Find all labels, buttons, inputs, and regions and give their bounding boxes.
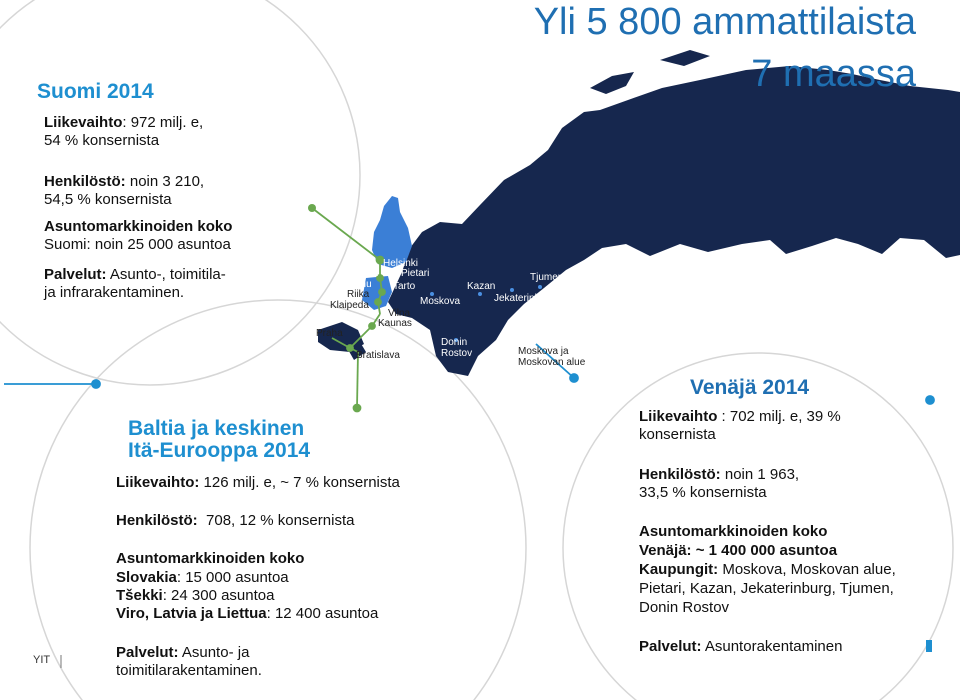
baltics-staff [116, 512, 354, 530]
map-label-praha: Praha [316, 328, 343, 339]
russia-staff-label: Henkilöstö: [639, 466, 721, 483]
finland-revenue-value: : 972 milj. e, [122, 114, 204, 131]
baltics-revenue [116, 474, 400, 492]
baltics-services-label: Palvelut: [116, 644, 179, 661]
baltics-baltic-states [116, 605, 378, 623]
finland-revenue [44, 114, 203, 132]
finland-services-value2: ja infrarakentaminen. [44, 284, 185, 301]
baltics-heading-2: Itä-Eurooppa 2014 [128, 439, 311, 462]
map-label-donin: Donin [441, 337, 468, 348]
map-label-riika: Riika [347, 289, 370, 300]
map-label-rostov: Rostov [441, 348, 473, 359]
baltics-revenue-value: 126 milj. e, ~ 7 % konsernista [199, 474, 400, 491]
right-edge-accent [926, 640, 932, 652]
russia-revenue-label: Liikevaihto [639, 408, 718, 425]
baltics-slovakia-value: : 15 000 asuntoa [176, 569, 289, 586]
map-label-parnu: Pärnu [345, 279, 372, 290]
baltics-staff-label: Henkilöstö: [116, 512, 198, 529]
map-label-helsinki: Helsinki [383, 258, 419, 269]
russia-cities-value: Moskova, Moskovan alue, [718, 561, 896, 578]
finland-heading: Suomi 2014 [37, 80, 154, 103]
finland-services [44, 266, 226, 284]
russia-revenue-value: : 702 milj. e, 39 % [717, 408, 841, 425]
finland-services-label: Palvelut: [44, 266, 107, 283]
finland-services-value: Asunto-, toimitila- [106, 266, 226, 283]
russia-services [639, 638, 842, 656]
baltics-services-value: Asunto- ja [178, 644, 250, 661]
baltics-market-label: Asuntomarkkinoiden koko [116, 550, 305, 567]
russia-heading: Venäjä 2014 [690, 376, 810, 399]
baltics-baltic-label: Viro, Latvia ja Liettua [116, 605, 267, 622]
finland-market-label: Asuntomarkkinoiden koko [44, 218, 233, 235]
finland-revenue-share: 54 % konsernista [44, 132, 160, 149]
russia-cities [639, 561, 896, 579]
finland-staff-label: Henkilöstö: [44, 173, 126, 190]
map-label-tarto: Tarto [393, 281, 416, 292]
finland-market-value: Suomi: noin 25 000 asuntoa [44, 236, 231, 253]
finland-revenue-label: Liikevaihto [44, 114, 123, 131]
russia-services-value: Asuntorakentaminen [701, 638, 843, 655]
russia-market-label: Asuntomarkkinoiden koko [639, 523, 828, 540]
page-title-line2: 7 maassa [751, 53, 916, 95]
russia-cities-label: Kaupungit: [639, 561, 719, 578]
baltics-czech [116, 587, 274, 605]
map-label-tallinna: Tallinna [344, 268, 378, 279]
russia-market-value: Venäjä: ~ 1 400 000 asuntoa [639, 542, 838, 559]
baltics-baltic-value: : 12 400 asuntoa [266, 605, 379, 622]
finland-staff-value: noin 3 210, [125, 173, 205, 190]
map-label-klaipeda: Klaipeda [330, 300, 369, 311]
russia-cities-value3: Donin Rostov [639, 599, 730, 616]
baltics-czech-label: Tšekki [116, 587, 163, 604]
russia-staff [639, 466, 799, 484]
finland-staff [44, 173, 204, 191]
map-label-tjumen: Tjumen [530, 272, 564, 283]
map-label-bratislava: Bratislava [356, 350, 400, 361]
russia-revenue [639, 408, 841, 426]
page-title-line1: Yli 5 800 ammattilaista [533, 1, 916, 43]
baltics-czech-value: : 24 300 asuntoa [162, 587, 275, 604]
russia-cities-value2: Pietari, Kazan, Jekaterinburg, Tjumen, [639, 580, 894, 597]
baltics-staff-value: 708, 12 % konsernista [197, 512, 355, 529]
baltics-slovakia-label: Slovakia [116, 569, 177, 586]
map-label-moskova-alue-2: Moskovan alue [518, 357, 586, 368]
map-label-moskova-alue-1: Moskova ja [518, 346, 569, 357]
baltics-services-value2: toimitilarakentaminen. [116, 662, 262, 679]
yit-logo: YIT [33, 654, 51, 666]
map-label-kazan: Kazan [467, 281, 496, 292]
map-label-moskova: Moskova [420, 296, 461, 307]
baltics-heading-1: Baltia ja keskinen [128, 417, 305, 440]
baltics-revenue-label: Liikevaihto: [116, 474, 200, 491]
map-label-kaunas: Kaunas [378, 318, 412, 329]
russia-staff-value: noin 1 963, [720, 466, 800, 483]
finland-staff-share: 54,5 % konsernista [44, 191, 172, 208]
russia-map-shape [388, 66, 960, 376]
map-label-vilna: Vilna [388, 308, 411, 319]
baltics-services [116, 644, 249, 662]
map-label-pietari: Pietari [401, 268, 430, 279]
russia-staff-share: 33,5 % konsernista [639, 484, 767, 501]
baltics-slovakia [116, 569, 289, 587]
connector-dot-finland [308, 204, 316, 212]
map-label-jekaterinburg: Jekaterinburg [494, 293, 555, 304]
russia-revenue-share: konsernista [639, 426, 716, 443]
russia-services-label: Palvelut: [639, 638, 702, 655]
